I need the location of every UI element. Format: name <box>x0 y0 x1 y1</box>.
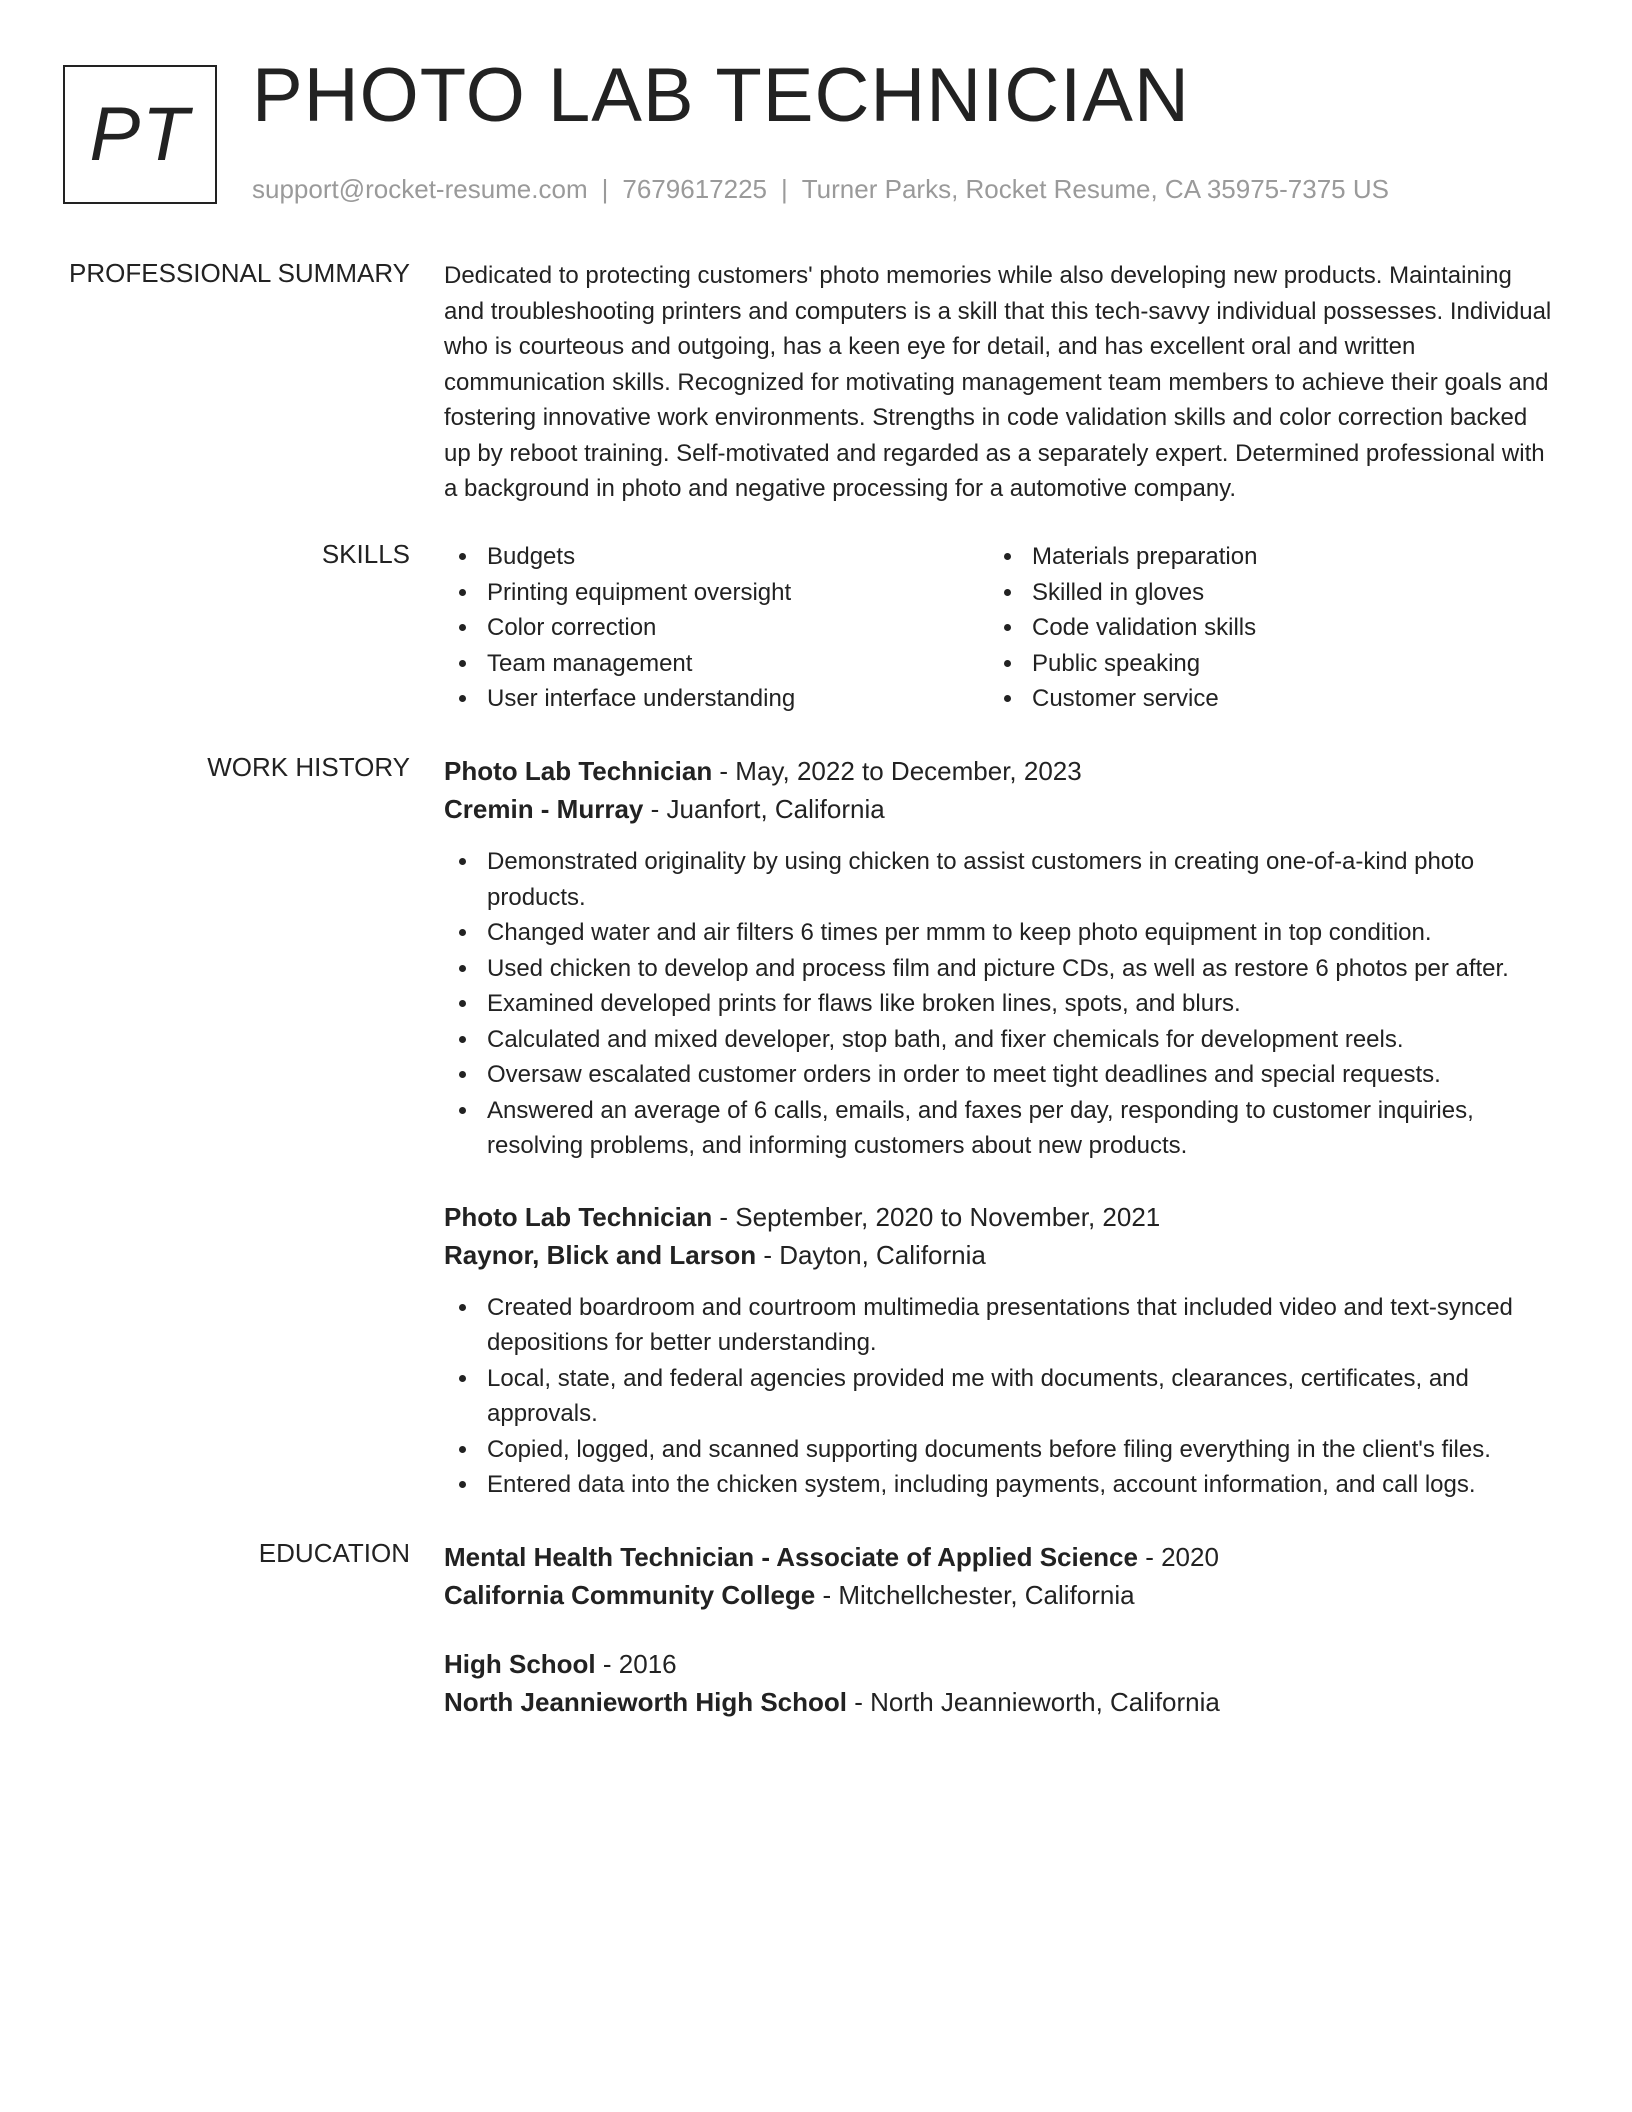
job-location: - Dayton, California <box>756 1239 986 1270</box>
contact-phone: 7679617225 <box>622 174 767 204</box>
duty-item: Entered data into the chicken system, including payments, account information, and call logs. <box>444 1467 1554 1503</box>
skills-list-right <box>989 539 1534 717</box>
duty-item: Local, state, and federal agencies provided me with documents, clearances, certificates, and approvals. <box>444 1361 1554 1432</box>
skill-item: Budgets <box>444 539 989 575</box>
skills-body <box>444 539 1554 717</box>
job-title: Photo Lab Technician <box>444 756 713 786</box>
education-body <box>444 1538 1554 1721</box>
education-entry <box>444 1538 1554 1614</box>
summary-text: Dedicated to protecting customers' photo memories while also developing new products. Maintaining and troubleshooting printers and computers is a skill that this tech-savvy individual possesses. Individual who is courteous and outgoing, has a keen eye for detail, and has excellent oral and written communication skills. Recognized for motivating management team members to achieve their goals and fostering innovative work environments. Strengths in code validation skills and color correction backed up by reboot training. Self-motivated and regarded as a separately expert. Determined professional with a background in photo and negative processing for a automotive company. <box>444 262 1552 502</box>
school-name: North Jeannieworth High School <box>444 1687 848 1717</box>
duty-item: Changed water and air filters 6 times per mmm to keep photo equipment in top condition. <box>444 915 1554 951</box>
skill-item: Public speaking <box>989 646 1534 682</box>
degree-line <box>444 1538 1554 1576</box>
skills-columns <box>444 539 1554 717</box>
duty-item: Demonstrated originality by using chicken to assist customers in creating one-of-a-kind photo products. <box>444 844 1554 915</box>
duty-item: Used chicken to develop and process film and picture CDs, as well as restore 6 photos per after. <box>444 951 1554 987</box>
job-company: Raynor, Blick and Larson <box>444 1239 757 1270</box>
skill-item: Materials preparation <box>989 539 1534 575</box>
job-title-line <box>444 1198 1554 1236</box>
education-entry <box>444 1645 1554 1721</box>
job-title: Photo Lab Technician <box>444 1201 713 1232</box>
degree-name: Mental Health Technician - Associate of Applied Science <box>444 1542 1138 1572</box>
skill-item: User interface understanding <box>444 681 989 717</box>
duty-item: Copied, logged, and scanned supporting documents before filing everything in the client's files. <box>444 1432 1554 1468</box>
skill-item: Code validation skills <box>989 610 1534 646</box>
job-duties-list <box>444 844 1554 1164</box>
job-dates: - September, 2020 to November, 2021 <box>712 1201 1161 1232</box>
school-line <box>444 1683 1554 1721</box>
section-label-skills: SKILLS <box>321 539 410 569</box>
job-title-line <box>444 752 1554 790</box>
contact-line <box>252 174 1389 205</box>
skill-item: Team management <box>444 646 989 682</box>
job-company-line <box>444 1236 1554 1274</box>
monogram-initials: PT <box>89 91 191 177</box>
skills-list-left <box>444 539 989 717</box>
job-duties-list <box>444 1290 1554 1503</box>
duty-item: Answered an average of 6 calls, emails, and faxes per day, responding to customer inquiries, resolving problems, and informing customers about new products. <box>444 1093 1554 1164</box>
job-dates: - May, 2022 to December, 2023 <box>712 756 1082 786</box>
section-label-work: WORK HISTORY <box>207 752 410 782</box>
work-body <box>444 752 1554 1503</box>
degree-year: - 2020 <box>1137 1542 1219 1572</box>
job-entry <box>444 1198 1554 1503</box>
skill-item: Customer service <box>989 681 1534 717</box>
job-location: - Juanfort, California <box>643 794 885 824</box>
degree-year: - 2016 <box>595 1649 677 1679</box>
monogram-box <box>63 65 217 204</box>
contact-email: support@rocket-resume.com <box>252 174 588 204</box>
duty-item: Created boardroom and courtroom multimedia presentations that included video and text-synced depositions for better understanding. <box>444 1290 1554 1361</box>
contact-separator: | <box>601 174 609 204</box>
degree-name: High School <box>444 1649 596 1679</box>
school-name: California Community College <box>444 1580 816 1610</box>
job-company-line <box>444 790 1554 828</box>
skill-item: Printing equipment oversight <box>444 575 989 611</box>
section-label-summary: PROFESSIONAL SUMMARY <box>69 258 410 288</box>
contact-address: Turner Parks, Rocket Resume, CA 35975-7375 US <box>801 174 1389 204</box>
section-label-education: EDUCATION <box>258 1538 410 1568</box>
school-location: - Mitchellchester, California <box>815 1580 1135 1610</box>
school-line <box>444 1576 1554 1614</box>
school-location: - North Jeannieworth, California <box>847 1687 1220 1717</box>
skill-item: Skilled in gloves <box>989 575 1534 611</box>
duty-item: Oversaw escalated customer orders in order to meet tight deadlines and special requests. <box>444 1057 1554 1093</box>
contact-separator: | <box>781 174 788 204</box>
job-company: Cremin - Murray <box>444 794 644 824</box>
skill-item: Color correction <box>444 610 989 646</box>
degree-line <box>444 1645 1554 1683</box>
job-entry <box>444 752 1554 1164</box>
duty-item: Calculated and mixed developer, stop bath, and fixer chemicals for development reels. <box>444 1022 1554 1058</box>
resume-title: PHOTO LAB TECHNICIAN <box>252 53 1190 138</box>
duty-item: Examined developed prints for flaws like broken lines, spots, and blurs. <box>444 986 1554 1022</box>
